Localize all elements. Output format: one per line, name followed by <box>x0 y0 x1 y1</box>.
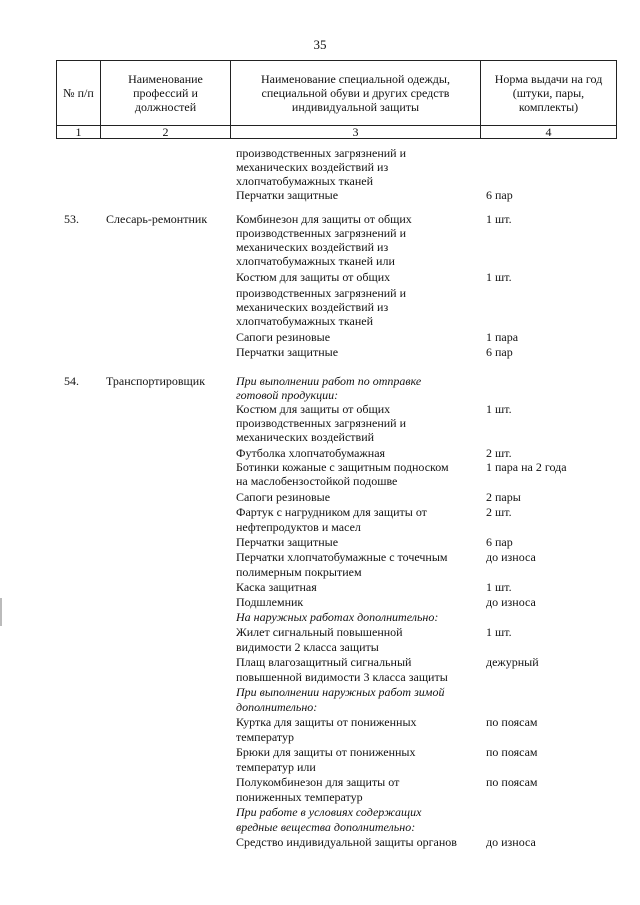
equipment-line: Подшлемник <box>236 595 304 609</box>
row-number: 54. <box>64 374 79 388</box>
norm-value: 6 пар <box>486 535 513 549</box>
equipment-line: механических воздействий из <box>236 240 389 254</box>
profession-name: Транспортировщик <box>106 374 206 388</box>
column-number-2: 2 <box>101 126 231 139</box>
equipment-line: повышенной видимости 3 класса защиты <box>236 670 448 684</box>
norm-value: 1 шт. <box>486 580 512 594</box>
equipment-line: Футболка хлопчатобумажная <box>236 446 386 460</box>
equipment-line: механических воздействий из <box>236 160 389 174</box>
norm-value: дежурный <box>486 655 539 669</box>
equipment-line: Полукомбинезон для защиты от <box>236 775 400 789</box>
equipment-line: Жилет сигнальный повышенной <box>236 625 403 639</box>
equipment-line: температур или <box>236 760 316 774</box>
equipment-line: полимерным покрытием <box>236 565 362 579</box>
norm-value: по поясам <box>486 745 538 759</box>
equipment-line: на маслобензостойкой подошве <box>236 474 398 488</box>
equipment-line: Комбинезон для защиты от общих <box>236 212 412 226</box>
equipment-line: хлопчатобумажных тканей <box>236 174 374 188</box>
table-header <box>56 60 617 139</box>
equipment-line: механических воздействий из <box>236 300 389 314</box>
page-number: 35 <box>313 37 327 52</box>
row-number: 53. <box>64 212 79 226</box>
norm-value: 1 пара на 2 года <box>486 460 567 474</box>
equipment-line: производственных загрязнений и <box>236 416 407 430</box>
equipment-line: механических воздействий <box>236 430 375 444</box>
equipment-line: Костюм для защиты от общих <box>236 270 391 284</box>
norm-value: по поясам <box>486 775 538 789</box>
norm-value: 2 шт. <box>486 505 512 519</box>
equipment-line: Перчатки защитные <box>236 188 339 202</box>
equipment-line: Куртка для защиты от пониженных <box>236 715 417 729</box>
norm-value: до износа <box>486 835 536 849</box>
norm-value: до износа <box>486 595 536 609</box>
equipment-line: температур <box>236 730 295 744</box>
equipment-line: видимости 2 класса защиты <box>236 640 379 654</box>
equipment-line: Сапоги резиновые <box>236 490 331 504</box>
equipment-line: Перчатки хлопчатобумажные с точечным <box>236 550 448 564</box>
norm-value: 1 шт. <box>486 270 512 284</box>
equipment-line: вредные вещества дополнительно: <box>236 820 416 834</box>
norm-value: 6 пар <box>486 345 513 359</box>
equipment-line: При работе в условиях содержащих <box>236 805 422 819</box>
equipment-line: При выполнении наружных работ зимой <box>236 685 445 699</box>
equipment-line: готовой продукции: <box>236 388 339 402</box>
norm-value: 2 пары <box>486 490 521 504</box>
equipment-line: производственных загрязнений и <box>236 286 407 300</box>
equipment-line: Брюки для защиты от пониженных <box>236 745 416 759</box>
column-number-3: 3 <box>231 126 481 139</box>
norm-value: до износа <box>486 550 536 564</box>
equipment-line: Костюм для защиты от общих <box>236 402 391 416</box>
equipment-line: нефтепродуктов и масел <box>236 520 361 534</box>
equipment-line: Каска защитная <box>236 580 317 594</box>
header-number: № п/п <box>57 61 101 126</box>
equipment-line: На наружных работах дополнительно: <box>236 610 439 624</box>
equipment-line: Ботинки кожаные с защитным подноском <box>236 460 449 474</box>
equipment-line: Фартук с нагрудником для защиты от <box>236 505 427 519</box>
equipment-line: Средство индивидуальной защиты органов <box>236 835 457 849</box>
equipment-line: Плащ влагозащитный сигнальный <box>236 655 412 669</box>
equipment-line: пониженных температур <box>236 790 363 804</box>
equipment-line: хлопчатобумажных тканей или <box>236 254 395 268</box>
norm-value: 2 шт. <box>486 446 512 460</box>
norm-value: 6 пар <box>486 188 513 202</box>
column-number-4: 4 <box>481 126 617 139</box>
column-number-1: 1 <box>57 126 101 139</box>
header-norm: Норма выдачи на год (штуки, пары, комплекты) <box>481 61 617 126</box>
header-profession: Наименование профессий и должностей <box>101 61 231 126</box>
norm-value: 1 шт. <box>486 212 512 226</box>
norm-value: 1 пара <box>486 330 519 344</box>
equipment-line: производственных загрязнений и <box>236 226 407 240</box>
scan-edge-mark <box>0 598 2 626</box>
profession-name: Слесарь-ремонтник <box>106 212 208 226</box>
norm-value: 1 шт. <box>486 402 512 416</box>
equipment-line: производственных загрязнений и <box>236 146 407 160</box>
equipment-line: Сапоги резиновые <box>236 330 331 344</box>
equipment-line: Перчатки защитные <box>236 345 339 359</box>
norm-value: по поясам <box>486 715 538 729</box>
header-equipment: Наименование специальной одежды, специальной обуви и других средств индивидуальной защиты <box>231 61 481 126</box>
equipment-line: При выполнении работ по отправке <box>236 374 422 388</box>
norm-value: 1 шт. <box>486 625 512 639</box>
equipment-line: хлопчатобумажных тканей <box>236 314 374 328</box>
equipment-line: Перчатки защитные <box>236 535 339 549</box>
equipment-line: дополнительно: <box>236 700 318 714</box>
